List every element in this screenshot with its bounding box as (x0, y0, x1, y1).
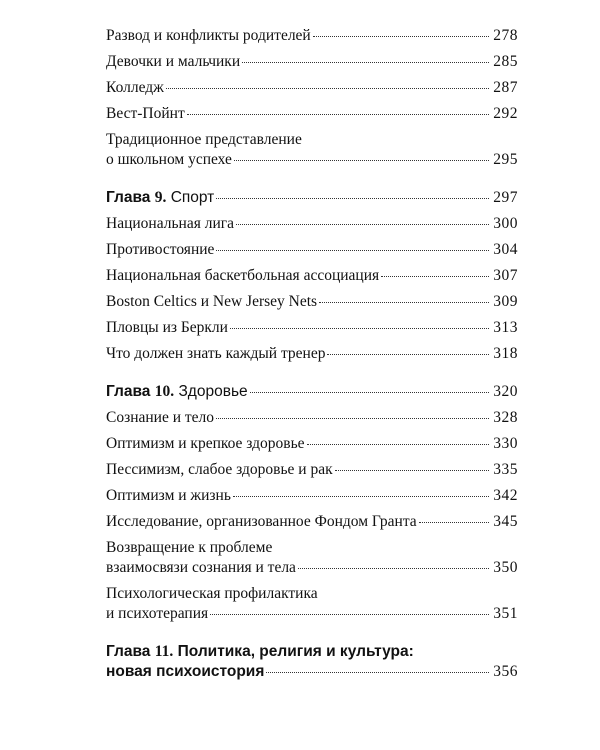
toc-entry-page: 356 (493, 663, 518, 680)
dot-leader (236, 223, 489, 225)
toc-entry-title: Колледж (106, 79, 164, 96)
dot-leader (307, 443, 490, 445)
dot-leader (266, 671, 489, 673)
dot-leader (419, 521, 490, 523)
toc-entry-title: Развод и конфликты родителей (106, 27, 311, 44)
chapter-title-line1: Политика, религия и культура: (177, 643, 414, 660)
dot-leader (230, 327, 489, 329)
toc-entry-title: Вест-Пойнт (106, 105, 185, 122)
dot-leader (250, 391, 490, 393)
toc-entry-page: 304 (493, 241, 518, 258)
toc-entry-page: 300 (493, 215, 518, 232)
toc-entry-title: Оптимизм и жизнь (106, 487, 231, 504)
table-of-contents (106, 26, 518, 688)
toc-entry[interactable] (106, 486, 518, 506)
toc-entry-title: Boston Celtics и New Jersey Nets (106, 293, 318, 310)
toc-entry-title: Исследование, организованное Фондом Гранта (106, 513, 417, 530)
toc-entry-title: Противостояние (106, 241, 215, 258)
toc-entry-title-line2: и психотерапия (106, 605, 209, 622)
toc-entry[interactable] (106, 26, 518, 46)
toc-chapter-entry[interactable] (106, 642, 518, 682)
toc-entry-title-line2: взаимосвязи сознания и тела (106, 559, 296, 576)
toc-entry[interactable] (106, 266, 518, 286)
toc-entry-page: 345 (493, 513, 518, 530)
toc-chapter-heading (106, 188, 214, 208)
toc-entry-title: Пессимизм, слабое здоровье и рак (106, 461, 333, 478)
dot-leader (216, 197, 489, 199)
dot-leader (187, 113, 490, 115)
toc-entry-title: Девочки и мальчики (106, 53, 241, 70)
toc-entry-page: 297 (493, 189, 518, 206)
toc-chapter-heading (106, 642, 518, 662)
dot-leader (234, 159, 489, 161)
toc-entry[interactable] (106, 78, 518, 98)
toc-entry-title-line1: Возвращение к проблеме (106, 539, 273, 556)
toc-entry-page: 328 (493, 409, 518, 426)
dot-leader (242, 61, 489, 63)
toc-entry[interactable] (106, 214, 518, 234)
dot-leader (216, 417, 489, 419)
toc-entry-title: Национальная лига (106, 215, 234, 232)
toc-entry-page: 278 (493, 27, 518, 44)
dot-leader (381, 275, 489, 277)
toc-entry-title-line1: Психологическая профилактика (106, 585, 318, 602)
toc-chapter-heading (106, 382, 248, 402)
toc-entry-title: Сознание и тело (106, 409, 215, 426)
toc-chapter-entry[interactable] (106, 188, 518, 208)
toc-entry-page: 351 (493, 605, 518, 622)
toc-entry[interactable] (106, 538, 518, 578)
chapter-number: 11. (154, 643, 174, 660)
toc-chapter-entry[interactable] (106, 382, 518, 402)
toc-entry[interactable] (106, 584, 518, 624)
dot-leader (327, 353, 489, 355)
toc-entry[interactable] (106, 408, 518, 428)
toc-entry-page: 285 (493, 53, 518, 70)
toc-entry-page: 295 (493, 151, 518, 168)
toc-entry-page: 350 (493, 559, 518, 576)
toc-entry[interactable] (106, 292, 518, 312)
toc-entry-page: 335 (493, 461, 518, 478)
chapter-label: Глава (106, 383, 151, 400)
dot-leader (216, 249, 489, 251)
toc-entry[interactable] (106, 460, 518, 480)
toc-entry-page: 342 (493, 487, 518, 504)
toc-entry-page: 307 (493, 267, 518, 284)
chapter-label: Глава (106, 643, 151, 660)
toc-entry[interactable] (106, 512, 518, 532)
chapter-label: Глава (106, 189, 151, 206)
toc-entry[interactable] (106, 344, 518, 364)
toc-entry-page: 313 (493, 319, 518, 336)
toc-entry-page: 330 (493, 435, 518, 452)
dot-leader (335, 469, 490, 471)
toc-entry-title: Национальная баскетбольная ассоциация (106, 267, 380, 284)
toc-entry-page: 309 (493, 293, 518, 310)
chapter-number: 9. (154, 189, 167, 206)
toc-entry-title: Оптимизм и крепкое здоровье (106, 435, 305, 452)
toc-entry-page: 320 (493, 383, 518, 400)
toc-entry[interactable] (106, 130, 518, 170)
toc-entry-title: Что должен знать каждый тренер (106, 345, 326, 362)
toc-entry[interactable] (106, 434, 518, 454)
toc-entry-page: 318 (493, 345, 518, 362)
toc-entry-title: Пловцы из Беркли (106, 319, 228, 336)
toc-entry-title-line1: Традиционное представление (106, 131, 302, 148)
dot-leader (298, 567, 489, 569)
dot-leader (313, 35, 490, 37)
dot-leader (210, 613, 489, 615)
chapter-number: 10. (154, 383, 175, 400)
toc-entry[interactable] (106, 52, 518, 72)
chapter-title-line2: новая психоистория (106, 663, 265, 680)
dot-leader (233, 495, 489, 497)
toc-entry-title-line2: о школьном успехе (106, 151, 232, 168)
dot-leader (319, 301, 489, 303)
dot-leader (166, 87, 489, 89)
toc-entry[interactable] (106, 318, 518, 338)
toc-entry-page: 287 (493, 79, 518, 96)
toc-entry-page: 292 (493, 105, 518, 122)
chapter-title: Спорт (170, 189, 215, 206)
chapter-title: Здоровье (178, 383, 248, 400)
toc-entry[interactable] (106, 240, 518, 260)
toc-entry[interactable] (106, 104, 518, 124)
